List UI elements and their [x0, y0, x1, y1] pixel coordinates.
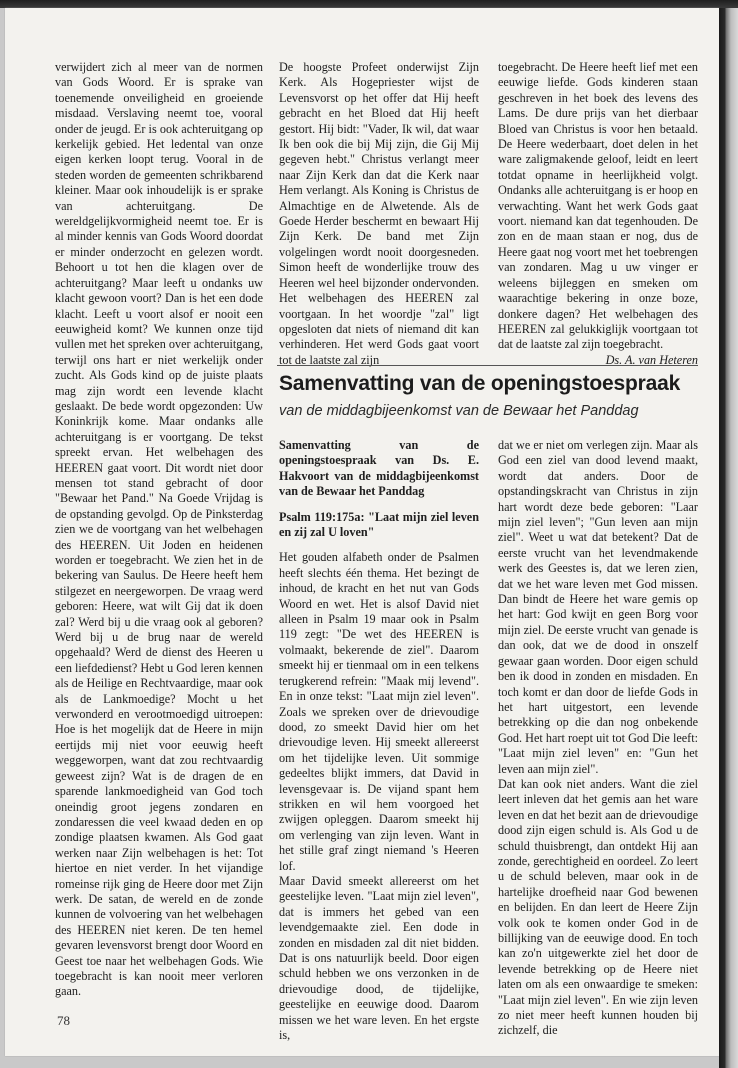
article-paragraph: Maar David smeekt allereerst om het geestelijke leven. "Laat mijn ziel leven", dat is immers het gebed van een levendgemaakte ziel. Een dode in zonden en misdaden zal dit niet bidden. Dat is ons natuurlijk beeld. Door eigen schuld hebben we ons verzonken in de drievoudige dood, de tijdelijke, geestelijke en eeuwige dood. Daarom missen we het ware leven. En het ergste is,	[279, 873, 479, 1043]
article-headline: Samenvatting van de openingstoespraak	[279, 372, 681, 395]
continued-text-right-wrap	[498, 60, 698, 367]
article-paragraph: Dat kan ook niet anders. Want die ziel leert inleven dat het gemis aan het ware leven en dat het bezit aan de drievoudige dood zijn eigen schuld is. Als God u de schuld thuisbrengt, dan ontdekt Hij aan zonde, gerechtigheid en oordeel. Zo leert u de schuld beleven, maar ook in de hartelijke droefheid naar God bewenen en belijden. En dan leert de Heere Zijn volk ook te komen onder God in de billijking van de eeuwige dood. En toch kan zo'n uitgewerkte ziel het door de levende betrekking op de Heere niet laten om als een onwaardige te smeken: "Laat mijn ziel leven". En wie zijn leven zo niet meer heeft kunnen houden bij zichzelf, die	[498, 776, 698, 1038]
article-paragraph: Het gouden alfabeth onder de Psalmen heeft slechts één thema. Het bezingt de inhoud, de kracht en het nut van Gods Woord en wet. Het is alsof David niet alleen in Psalm 19 maar ook in Psalm 119 zegt: "De wet des HEEREN is volmaakt, bekerende de ziel". Daarom smeekt hij er tienmaal om in een telkens terugkerend refrein: "Maak mij levend". En in onze tekst: "Laat mijn ziel leven". Zoals we spreken over de drievoudige dood, zo smeekt David hier om het drievoudige leven. Hij smeekt allereerst om het tijdelijke leven. Uit sommige gedeeltes blijkt immers, dat David in levensgevaar is. De vijand spant hem strikken en wil hem voorgoed het zwijgen opleggen. Daarom smeekt hij om verlenging van zijn leven. Want in het stille graf zingt niemand 's Heeren lof.	[279, 550, 479, 873]
continued-text-middle: De hoogste Profeet onderwijst Zijn Kerk. Als Hogepriester wijst de Levensvorst op het offer dat Hij heeft gebracht en het Bloed dat Hij heeft gestort. Hij bidt: "Vader, Ik wil, dat waar Ik ben ook die bij Mij zijn, die Gij Mij gegeven hebt." Christus verlangt meer naar Zijn Kerk dan dat die Kerk naar Hem verlangt. Als Koning is Christus de Almachtige en de Alwetende. Als de Goede Herder beschermt en bewaart Hij Zijn Kerk. De band met Zijn volgelingen wordt nooit doorgesneden. Simon heeft de wonderlijke trouw des Heeren wel heel bijzonder ondervonden. Het welbehagen des HEEREN zal voortgaan. In het woordje "zal" ligt opgesloten dat niets of niemand dit kan verhinderen. Het werd Gods gaat voort tot de laatste zal zijn	[279, 60, 479, 367]
author-signature: Ds. A. van Heteren	[605, 352, 698, 367]
article-column-1	[279, 438, 479, 1043]
article-subheadline: van de middagbijeenkomst van de Bewaar het Panddag	[279, 403, 639, 419]
section-divider	[277, 365, 698, 366]
text-column-right-top	[498, 60, 698, 368]
article-intro: Samenvatting van de openingstoespraak van Ds. E. Hakvoort van de middagbijeenkomst van de Bewaar het Panddag	[279, 438, 479, 499]
article-column-2	[498, 438, 698, 1039]
page-number: 78	[57, 1013, 70, 1028]
article-paragraph: dat we er niet om verlegen zijn. Maar als God een ziel van dood levend maakt, wordt dat anders. Door de opstandingskracht van Christus in zijn hart wordt deze bede geboren: "Laar mijn ziel leven"; "Gun leven aan mijn ziel". Weet u wat dat betekent? Dat de eerste vrucht van het levendmakende werk des Geestes is, dat we leren zien, dat we het ware leven met God missen. Dan bindt de Heere het ware gemis op het hart: God kwijt en geen Borg voor mijn ziel. De eerste vrucht van genade is dan ook, dat we de dood in onszelf gewaar gaan worden. Door eigen schuld ben ik dood in zonden en misdaden. En toch komt er dan door de liefde Gods in het hart uitgestort, een levende betrekking op die dan nog onbekende God. Het hart roept uit tot God Die leeft: "Laat mijn ziel leven" en: "Gun het leven aan mijn ziel".	[498, 438, 698, 776]
continued-text-right: toegebracht. De Heere heeft lief met een eeuwige liefde. Gods kinderen staan geschreven in het boek des levens des Lams. De dure prijs van het dierbaar Bloed van Christus is voor hen betaald. De Heere wederbaart, doet delen in het ware zaligmakende geloof, leidt en leert totdat opname in heerlijkheid volgt. Ondanks alle achteruitgang is er hoop en verwachting. Want het werk Gods gaat voort. niemand kan dat tegenhouden. De zon en de maan staan er nog, dus de Heere gaat nog voort met het toebrengen van zondaren. Mag u uw vinger er weleens bijleggen en smeken om waarachtige bekering in onze boze, donkere dagen? Het welbehagen des HEEREN zal gelukkiglijk voortgaan tot dat de laatste zal zijn toegebracht.	[498, 60, 698, 352]
scan-top-edge	[0, 0, 738, 8]
text-column-middle-top	[279, 60, 479, 368]
continued-text-left: verwijdert zich al meer van de normen van Gods Woord. Er is sprake van toenemende onveiligheid en groeiende misdaad. Verslaving neemt toe, vooral onder de jeugd. Er is ook achteruitgang op kerkelijk gebied. Het ledental van onze eigen kerken loopt terug. Vooral in de steden worden de gemeenten schrikbarend kleiner. Maar ook inhoudelijk is er sprake van achteruitgang. De wereldgelijkvormigheid neemt toe. Er is al minder kennis van Gods Woord doordat er minder onderzocht en gelezen wordt. Behoort u tot hen die klagen over de achteruitgang? Maar leeft u ondanks uw klacht gewoon voort? Dan is het een dode klacht. Leeft u voort alsof er nooit een eeuwigheid komt? We kunnen onze tijd vullen met het spreken over achteruitgang, terwijl ons hart er niet werkelijk onder zucht. Als Gods kind op de juiste plaats mag zijn wordt een levende klacht geslaakt. De bede wordt opgezonden: Uw Koninkrijk kome. Maar ondanks alle achteruitgang is er voortgang. De tekst spreekt ervan. Het welbehagen des HEEREN gaat voort. Dit wordt niet door mensen tot stand gebracht of door "Bewaar het Pand." Na Goede Vrijdag is de opstanding gevolgd. Op de Pinksterdag zien we de voortgang van het welbehagen des HEEREN. Uit Joden en heidenen worden er toegebracht. We zien het in de bekering van Saulus. De Heere heeft hem stilgezet en neergeworpen. De vraag werd geboren: Heere, wat wilt Gij dat ik doen zal? Werd bij u die vraag ook al geboren? Werd bij u de brug naar de wereld opgehaald? Werd de dienst des Heeren u een liefdedienst? Hebt u God leren kennen als de Heilige en Rechtvaardige, maar ook als de Lankmoedige? Mocht u het verwonderd en verootmoedigd uitroepen: Hoe is het mogelijk dat de Heere in mijn eertijds mij niet voor eeuwig heeft weggeworpen, want dat zou rechtvaardig geweest zijn? Wat is de dragen de en sparende lankmoedigheid van God toch oneindig groot jegens zondaren en zondaressen die veel kwaad deden en op zondige plaatsen kwamen. Als God gaat werken naar Zijn welbehagen is het: Tot hiertoe en niet verder. In het vijandige romeinse rijk ging de Heere door met Zijn werk. De satan, de wereld en de zonde kunnen de volvoering van het welbehagen des HEEREN niet keren. De ten hemel gevaren levensvorst brengt door Woord en Geest toe naar het welbehagen Gods. Wie toegebracht is kan nooit meer verloren gaan.	[55, 60, 263, 999]
scan-binding-edge	[719, 8, 738, 1068]
text-column-left	[55, 60, 263, 1000]
psalm-heading: Psalm 119:175a: "Laat mijn ziel leven en zij zal U loven"	[279, 509, 479, 540]
